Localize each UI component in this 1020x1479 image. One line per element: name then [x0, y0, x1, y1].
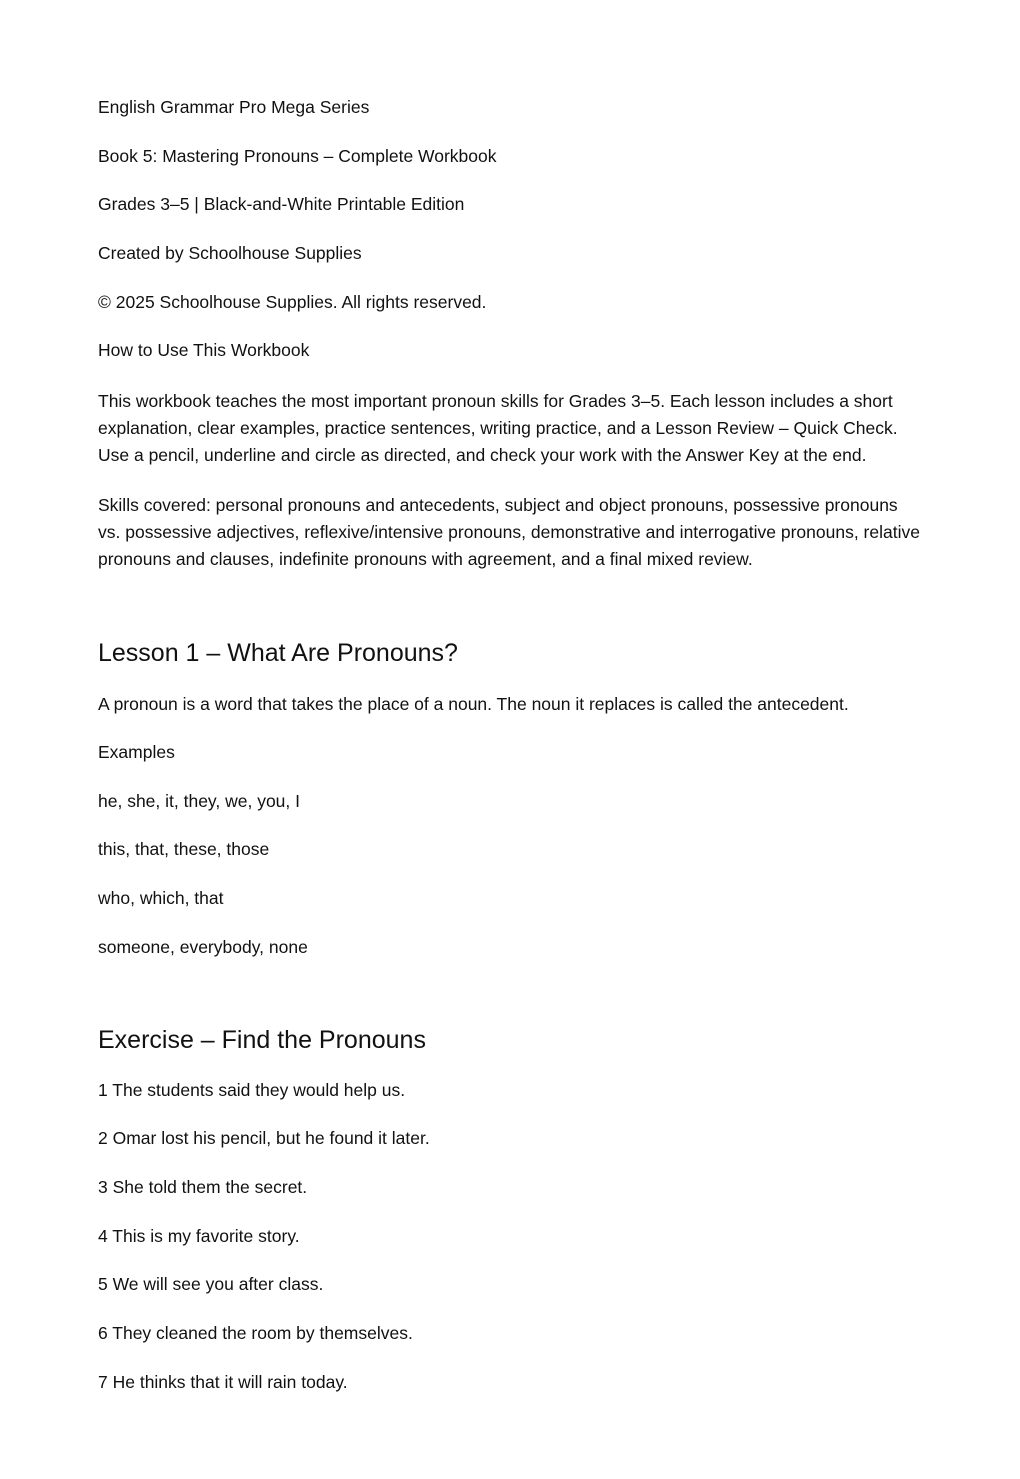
exercise-item: 4 This is my favorite story.	[98, 1225, 300, 1246]
book-title: Book 5: Mastering Pronouns – Complete Workbook	[98, 145, 497, 166]
copyright-line: © 2025 Schoolhouse Supplies. All rights reserved.	[98, 291, 487, 312]
intro-block	[98, 388, 922, 574]
author-line: Created by Schoolhouse Supplies	[98, 242, 362, 263]
section-spacer-1	[98, 597, 922, 637]
exercise-item: 5 We will see you after class.	[98, 1274, 324, 1295]
exercise-heading: Exercise – Find the Pronouns	[98, 1026, 426, 1055]
exercise-item: 1 The students said they would help us.	[98, 1079, 406, 1100]
exercise-section	[98, 1024, 922, 1394]
lesson-section	[98, 637, 922, 960]
example-line: this, that, these, those	[98, 839, 270, 860]
intro-paragraph-2: Skills covered: personal pronouns and antecedents, subject and object pronouns, possessive pronouns vs. possessive adjectives, reflexive/intensive pronouns, demonstrative and interrogative pronouns, relative pronouns and clauses, indefinite pronouns with agreement, and a final mixed review.	[98, 495, 920, 570]
series-title: English Grammar Pro Mega Series	[98, 97, 370, 117]
grade-edition-line: Grades 3–5 | Black-and-White Printable Edition	[98, 194, 465, 215]
example-line: someone, everybody, none	[98, 936, 308, 957]
exercise-item: 2 Omar lost his pencil, but he found it later.	[98, 1128, 430, 1149]
exercise-item: 3 She told them the secret.	[98, 1177, 308, 1197]
examples-label: Examples	[98, 742, 175, 763]
lesson-heading: Lesson 1 – What Are Pronouns?	[98, 638, 458, 667]
front-matter-block	[98, 96, 922, 363]
example-line: who, which, that	[98, 888, 224, 908]
section-spacer-2	[98, 984, 922, 1024]
how-to-use-heading: How to Use This Workbook	[98, 340, 310, 361]
example-line: he, she, it, they, we, you, I	[98, 790, 301, 811]
exercise-item: 7 He thinks that it will rain today.	[98, 1371, 348, 1392]
lesson-definition: A pronoun is a word that takes the place of a noun. The noun it replaces is called the antecedent.	[98, 694, 849, 714]
exercise-item: 6 They cleaned the room by themselves.	[98, 1322, 413, 1343]
intro-paragraph-1: This workbook teaches the most important pronoun skills for Grades 3–5. Each lesson includes a short explanation, clear examples, practice sentences, writing practice, and a Lesson Review – Quick Check. Use a pencil, underline and circle as directed, and check your work with the Answer Key at the end.	[98, 390, 898, 465]
